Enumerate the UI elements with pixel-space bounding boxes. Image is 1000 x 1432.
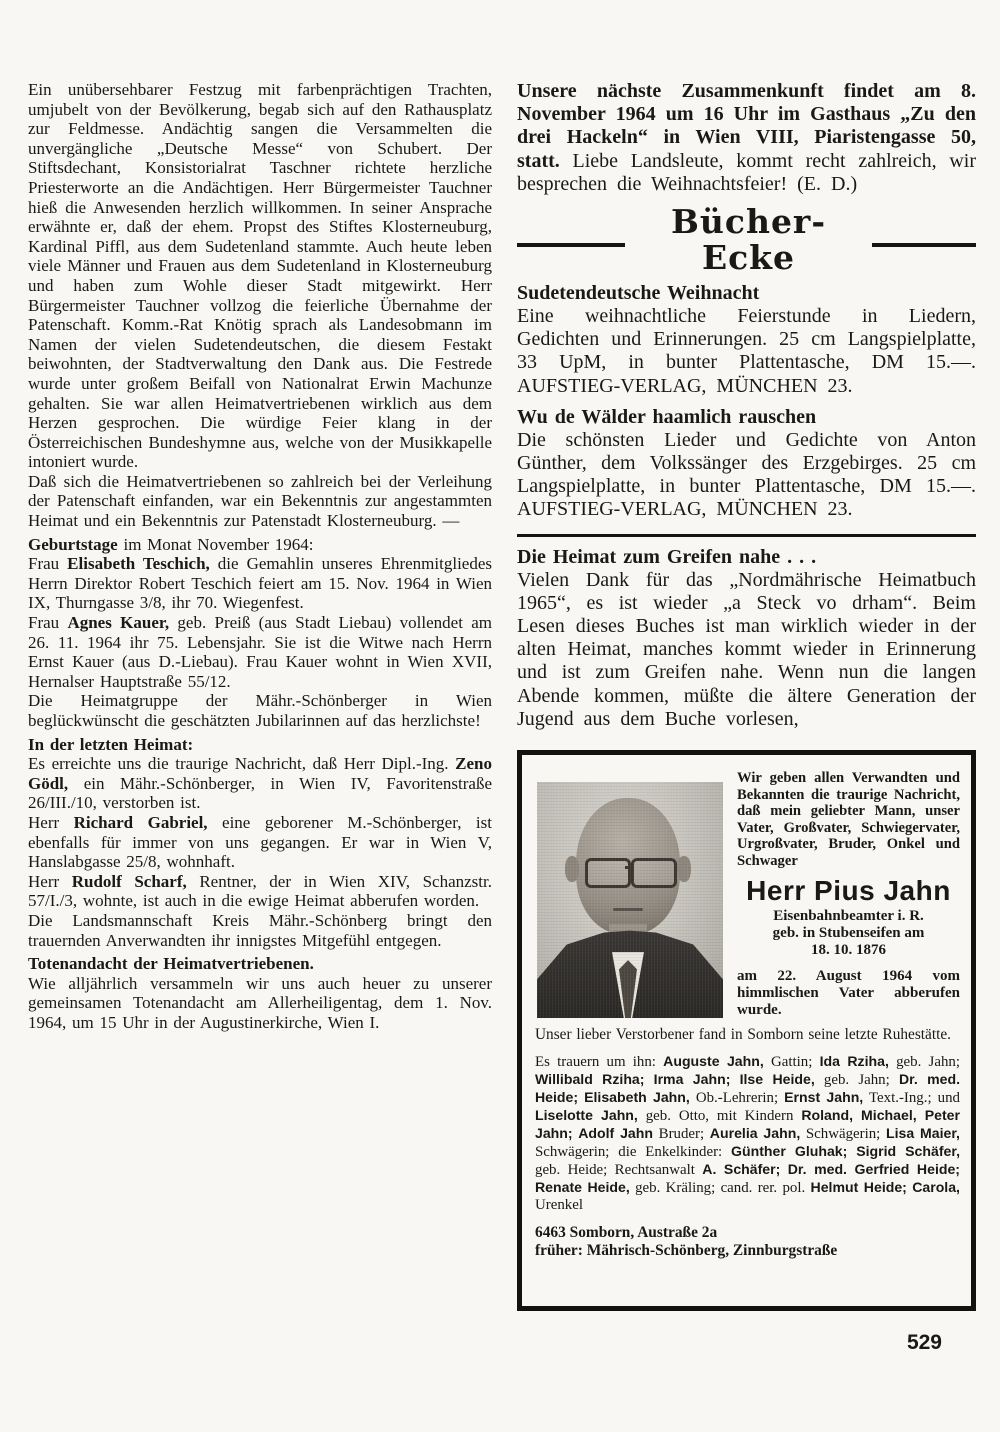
page-number: 529 xyxy=(906,1331,942,1354)
memorial-paragraph: Wie alljährlich versammeln wir uns auch heuer zu unserer gemeinsamen Totenandacht am Allerheiligentag, dem 1. Nov. 1964, um 15 Uhr in der Augustinerkirche, Wien I. xyxy=(28,973,492,1032)
festival-report-paragraph: Ein unübersehbarer Festzug mit farbenprächtigen Trachten, umjubelt von der Bevölkerung, begab sich auf den Rathausplatz zur Feldmesse. Andächtig sangen die Versammelten die unvergängliche „Deutsche Messe“ von Schubert. Der Stiftsdechant, Konsistorialrat Taschner richtete herzliche Priesterworte an die Andächtigen. Herr Bürgermeister Tauchner hieß die Anwesenden herzlich willkommen. In seiner Ansprache erwähnte er, daß der ehem. Propst des Stiftes Klosterneuburg, Kardinal Piffl, aus dem Sudetenland stammte. Auch heute leben viele Männer und Frauen aus dem Sudetenland in Klosterneuburg und haben zum Wohle dieser Stadt mitgewirkt. Herr Bürgermeister Tauchner vollzog die feierliche Übernahme der Patenschaft. Komm.-Rat Knötig sprach als Landesobmann im Namen der vielen Sudetendeutschen, die diesem Festakt beiwohnten, der Stadtverwaltung den Dank aus. Die Festrede wurde unter großem Beifall von Nationalrat Erwin Machunze gehalten. Sie war allen Heimatvertriebenen wirklich aus dem Herzen gesprochen. Die würdige Feier klang in der Österreichischen Bundeshymne aus, welche von der Musikkapelle intoniert wurde. xyxy=(28,80,492,472)
mourners-list: Es trauern um ihn: Auguste Jahn, Gattin; Ida Rziha, geb. Jahn; Willibald Rziha; Irma Jahn; Ilse Heide, geb. Jahn; Dr. med. Heide; Elisabeth Jahn, Ob.-Lehrerin; Ernst Jahn, Text.-Ing.; und Liselotte Jahn, geb. Otto, mit Kindern Roland, Michael, Peter Jahn; Adolf Jahn Bruder; Aurelia Jahn, Schwägerin; Lisa Maier, Schwägerin; die Enkelkinder: Günther Gluhak; Sigrid Schäfer, geb. Heide; Rechtsanwalt A. Schäfer; Dr. med. Gerfried Heide; Renate Heide, geb. Kräling; cand. rer. pol. Helmut Heide; Carola, Urenkel xyxy=(535,1052,960,1213)
portrait-ear-left xyxy=(565,856,579,882)
obituary-intro: Wir geben allen Verwandten und Bekannten die traurige Nachricht, daß mein geliebter Mann, unser Vater, Großvater, Schwiegervater, Urgroßvater, Bruder, Onkel und Schwager xyxy=(737,770,960,869)
buecher-ecke-heading xyxy=(517,204,976,276)
book3-title: Die Heimat zum Greifen nahe . . . xyxy=(517,545,817,568)
birthday-teschich-paragraph: Frau Elisabeth Teschich, die Gemahlin unseres Ehrenmitgliedes Herrn Direktor Robert Teschich feiert am 15. Nov. 1964 in Wien IX, Thurngasse 3/8, ihr 70. Wiegenfest. xyxy=(28,554,492,613)
deceased-vita: Eisenbahnbeamter i. R. geb. in Stubenseifen am 18. 10. 1876 xyxy=(772,908,925,958)
portrait-glasses-left xyxy=(585,858,631,888)
book3-description: Vielen Dank für das „Nordmährische Heimatbuch 1965“, es ist wieder „a Steck vo drham“. Beim Lesen dieses Buches ist man wirklich wieder in der alten Heimat, manches kommt wieder in Erinnerung und ist zum Greifen nahe. Wenn nun die langen Abende kommen, müßte die ältere Generation der Jugend aus dem Buche vorlesen, xyxy=(517,568,976,730)
birthday-kauer-paragraph: Frau Agnes Kauer, geb. Preiß (aus Stadt Liebau) vollendet am 26. 11. 1964 ihr 75. Lebensjahr. Sie ist die Witwe nach Herrn Ernst Kauer (aus D.-Liebau). Frau Kauer wohnt in Wien XVII, Hernalser Hauptstraße 55/12. xyxy=(28,613,492,691)
book1-title: Sudetendeutsche Weihnacht xyxy=(517,282,760,305)
obituary-box xyxy=(517,750,976,1311)
portrait-ear-right xyxy=(677,856,691,882)
death-scharf-paragraph: Herr Rudolf Scharf, Rentner, der in Wien XIV, Schanzstr. 57/I./3, wohnte, ist auch in die ewige Heimat abberufen worden. xyxy=(28,871,492,911)
heading-rule-left xyxy=(517,243,625,247)
obituary-top-row xyxy=(535,769,960,1019)
portrait-glasses-bridge xyxy=(625,866,631,869)
book1-description: Eine weihnachtliche Feierstunde in Liedern, Gedichten und Erinnerungen. 25 cm Langspielplatte, 33 UpM, in bunter Plattentasche, DM 15.—. AUFSTIEG-VERLAG, MÜNCHEN 23. xyxy=(517,305,976,397)
condolence-paragraph: Die Landsmannschaft Kreis Mähr.-Schönberg bringt den trauernden Anverwandten ihr innigstes Mitgefühl entgegen. xyxy=(28,910,492,950)
deceased-name: Herr Pius Jahn xyxy=(746,875,951,907)
right-column xyxy=(517,80,976,1311)
congratulations-paragraph: Die Heimatgruppe der Mähr.-Schönberger in Wien beglückwünscht die geschätzten Jubilarinnen auf das herzlichste! xyxy=(28,691,492,730)
resting-place-paragraph: Unser lieber Verstorbener fand in Somborn seine letzte Ruhestätte. xyxy=(535,1025,951,1043)
book2-description: Die schönsten Lieder und Gedichte von Anton Günther, dem Volkssänger des Erzgebirges. 25 cm Langspielplatte, in bunter Plattentasche, DM 15.—. AUFSTIEG-VERLAG, MÜNCHEN 23. xyxy=(517,428,976,521)
last-home-heading: In der letzten Heimat: xyxy=(28,734,194,754)
obituary-called-home: am 22. August 1964 vom himmlischen Vater abberufen wurde. xyxy=(737,968,960,1019)
death-gabriel-paragraph: Herr Richard Gabriel, eine geborener M.-Schönberger, ist ebenfalls für immer von uns gegangen. Er war in Wien V, Hanslabgasse 25/8, wohnhaft. xyxy=(28,812,492,872)
death-goedl-paragraph: Es erreichte uns die traurige Nachricht, daß Herr Dipl.-Ing. Zeno Gödl, ein Mähr.-Schönberger, in Wien IV, Favoritenstraße 26/III./10, verstorben ist. xyxy=(28,754,492,813)
obituary-address: 6463 Somborn, Austraße 2a früher: Mährisch-Schönberg, Zinnburgstraße xyxy=(535,1223,838,1260)
heading-rule-right xyxy=(872,243,976,247)
book2-title: Wu de Wälder haamlich rauschen xyxy=(517,405,817,428)
memorial-heading: Totenandacht der Heimatvertriebenen. xyxy=(28,954,314,974)
portrait-mouth xyxy=(613,908,643,911)
left-column xyxy=(28,80,492,1033)
portrait-photo xyxy=(537,782,723,1018)
birthdays-lead: Geburtstage im Monat November 1964: xyxy=(28,534,314,554)
buecher-ecke-title: Bücher-Ecke xyxy=(670,202,827,278)
portrait-glasses-right xyxy=(631,858,677,888)
section-divider xyxy=(517,534,976,537)
meeting-announcement: Unsere nächste Zusammenkunft findet am 8. November 1964 um 16 Uhr im Gasthaus „Zu den drei Hackeln“ in Wien VIII, Piaristengasse 50, statt. Liebe Landsleute, kommt recht zahlreich, wir besprechen die Weihnachtsfeier! (E. D.) xyxy=(517,80,976,195)
patenschaft-paragraph: Daß sich die Heimatvertriebenen so zahlreich bei der Verleihung der Patenschaft einfanden, war ein Bekenntnis zur angestammten Heimat und ein Bekenntnis zur Patenstadt Klosterneuburg. — xyxy=(28,471,492,531)
obituary-text-block xyxy=(737,769,960,1019)
